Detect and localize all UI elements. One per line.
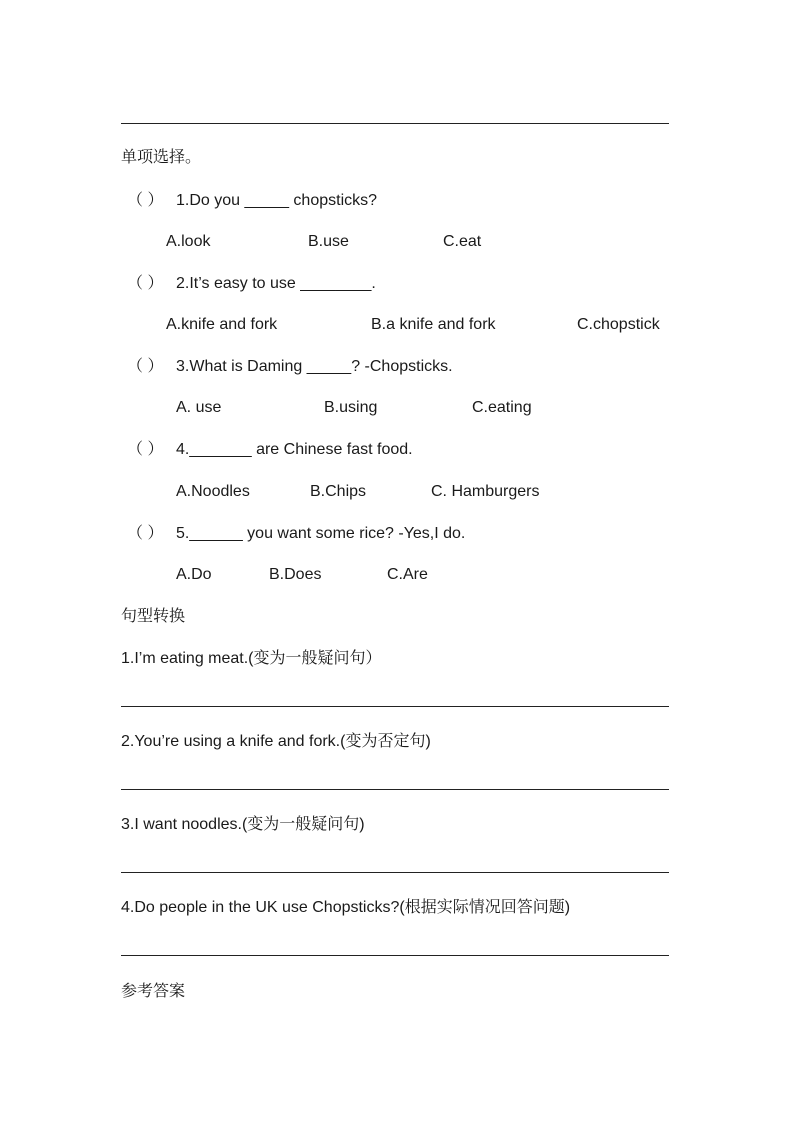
- transform-section-heading: 句型转换: [121, 608, 186, 625]
- answer-paren-2[interactable]: （ ）: [127, 275, 164, 292]
- option-1c: C.eat: [443, 233, 482, 250]
- option-3b: B.using: [324, 399, 378, 416]
- answer-line-2[interactable]: [121, 789, 669, 790]
- option-1b: B.use: [308, 233, 349, 250]
- question-stem-4: 4._______ are Chinese fast food.: [176, 441, 413, 458]
- answer-line-1[interactable]: [121, 706, 669, 707]
- option-2c: C.chopstick: [577, 316, 660, 333]
- answers-heading: 参考答案: [121, 983, 186, 1000]
- transform-item-4: 4.Do people in the UK use Chopsticks?(根据实际情况回答问题): [121, 899, 571, 916]
- question-stem-5: 5.______ you want some rice? -Yes,I do.: [176, 525, 466, 542]
- answer-paren-5[interactable]: （ ）: [127, 525, 164, 542]
- option-5c: C.Are: [387, 566, 428, 583]
- option-5a: A.Do: [176, 566, 212, 583]
- question-stem-3: 3.What is Daming _____? -Chopsticks.: [176, 358, 453, 375]
- question-stem-1: 1.Do you _____ chopsticks?: [176, 192, 378, 209]
- answer-line-top: [121, 123, 669, 124]
- option-2b: B.a knife and fork: [371, 316, 496, 333]
- option-3c: C.eating: [472, 399, 532, 416]
- answer-paren-3[interactable]: （ ）: [127, 358, 164, 375]
- answer-line-4[interactable]: [121, 955, 669, 956]
- transform-item-1: 1.I’m eating meat.(变为一般疑问句）: [121, 650, 382, 667]
- transform-item-2: 2.You’re using a knife and fork.(变为否定句): [121, 733, 431, 750]
- option-2a: A.knife and fork: [166, 316, 278, 333]
- option-1a: A.look: [166, 233, 211, 250]
- question-stem-2: 2.It’s easy to use ________.: [176, 275, 376, 292]
- option-5b: B.Does: [269, 566, 322, 583]
- answer-line-3[interactable]: [121, 872, 669, 873]
- option-4b: B.Chips: [310, 483, 367, 500]
- answer-paren-1[interactable]: （ ）: [127, 192, 164, 209]
- transform-item-3: 3.I want noodles.(变为一般疑问句): [121, 816, 365, 833]
- option-4c: C. Hamburgers: [431, 483, 540, 500]
- option-3a: A. use: [176, 399, 222, 416]
- mc-section-heading: 单项选择。: [121, 149, 202, 166]
- option-4a: A.Noodles: [176, 483, 250, 500]
- answer-paren-4[interactable]: （ ）: [127, 441, 164, 458]
